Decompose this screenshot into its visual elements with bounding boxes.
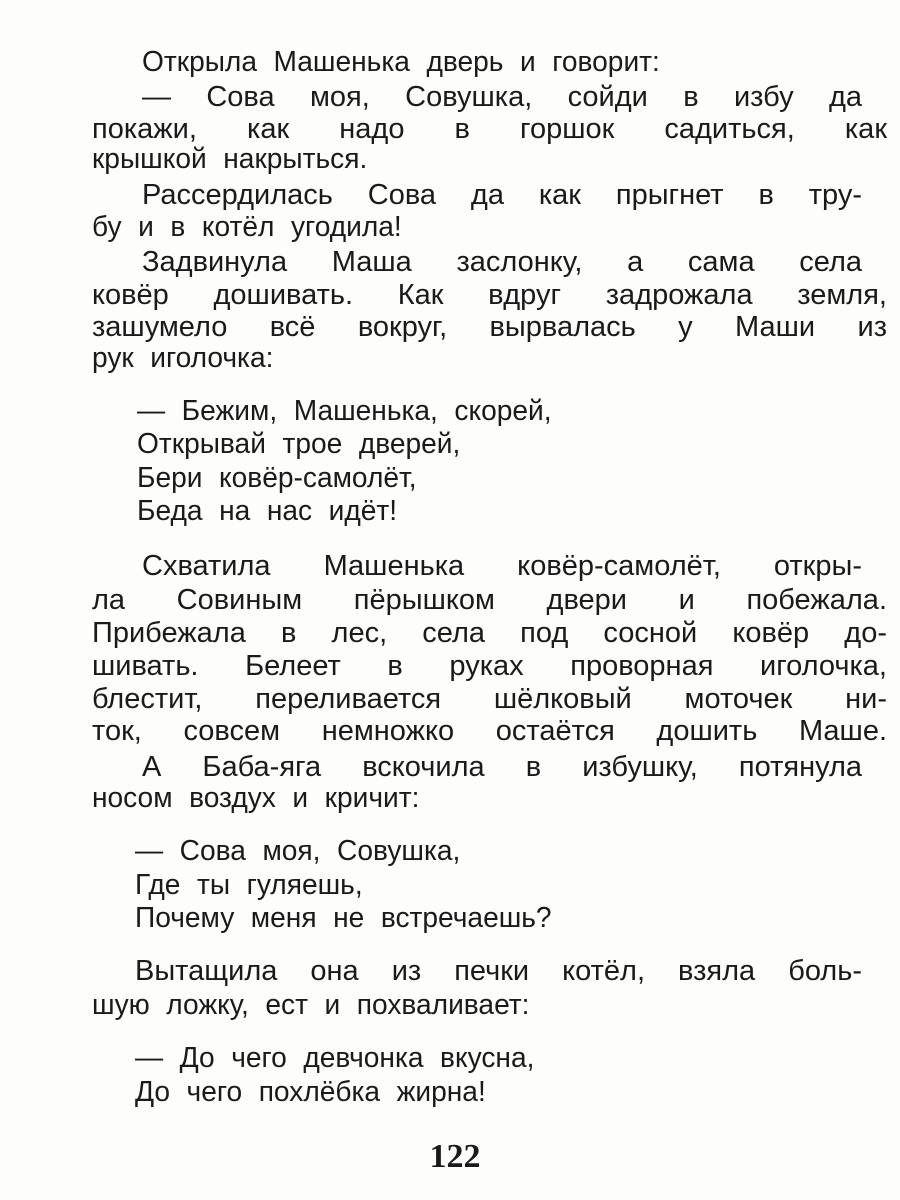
text-line: носом воздух и кричит: — [92, 782, 420, 814]
text-line: покажи, как надо в горшок садиться, как — [92, 113, 887, 145]
text-line: ковёр дошивать. Как вдруг задрожала земля, — [92, 279, 887, 311]
text-line: Рассердилась Сова да как прыгнет в тру- — [142, 179, 862, 211]
verse-line: — Бежим, Машенька, скорей, — [137, 395, 552, 427]
text-line: Открыла Машенька дверь и говорит: — [142, 46, 660, 78]
text-line: А Баба-яга вскочила в избушку, потянула — [142, 751, 862, 783]
text-line: шую ложку, ест и похваливает: — [92, 989, 530, 1021]
text-line: Задвинула Маша заслонку, а сама села — [142, 246, 862, 278]
text-line: рук иголочка: — [92, 342, 274, 374]
verse-line: Где ты гуляешь, — [135, 869, 363, 901]
verse-line: — Сова моя, Совушка, — [135, 835, 461, 867]
verse-line: До чего похлёбка жирна! — [135, 1076, 486, 1108]
text-line: ток, совсем немножко остаётся дошить Маше. — [92, 715, 887, 747]
verse-line: Открывай трое дверей, — [137, 428, 461, 460]
page-number: 122 — [429, 1138, 481, 1175]
text-line: блестит, переливается шёлковый моточек ни- — [92, 683, 887, 715]
verse-line: Бери ковёр-самолёт, — [137, 462, 417, 494]
text-line: крышкой накрыться. — [92, 143, 368, 175]
verse-line: — До чего девчонка вкусна, — [135, 1042, 535, 1074]
text-line: Прибежала в лес, села под сосной ковёр до- — [92, 617, 887, 649]
verse-line: Беда на нас идёт! — [137, 495, 398, 527]
verse-line: Почему меня не встречаешь? — [135, 902, 552, 934]
text-line: Схватила Машенька ковёр-самолёт, откры- — [142, 550, 862, 582]
text-line: — Сова моя, Совушка, сойди в избу да — [142, 81, 862, 113]
text-line: шивать. Белеет в руках проворная иголочка, — [92, 650, 887, 682]
text-line: зашумело всё вокруг, вырвалась у Маши из — [92, 311, 887, 343]
text-line: Вытащила она из печки котёл, взяла боль- — [135, 955, 862, 987]
text-line: бу и в котёл угодила! — [92, 211, 402, 243]
text-line: ла Совиным пёрышком двери и побежала. — [92, 584, 887, 616]
